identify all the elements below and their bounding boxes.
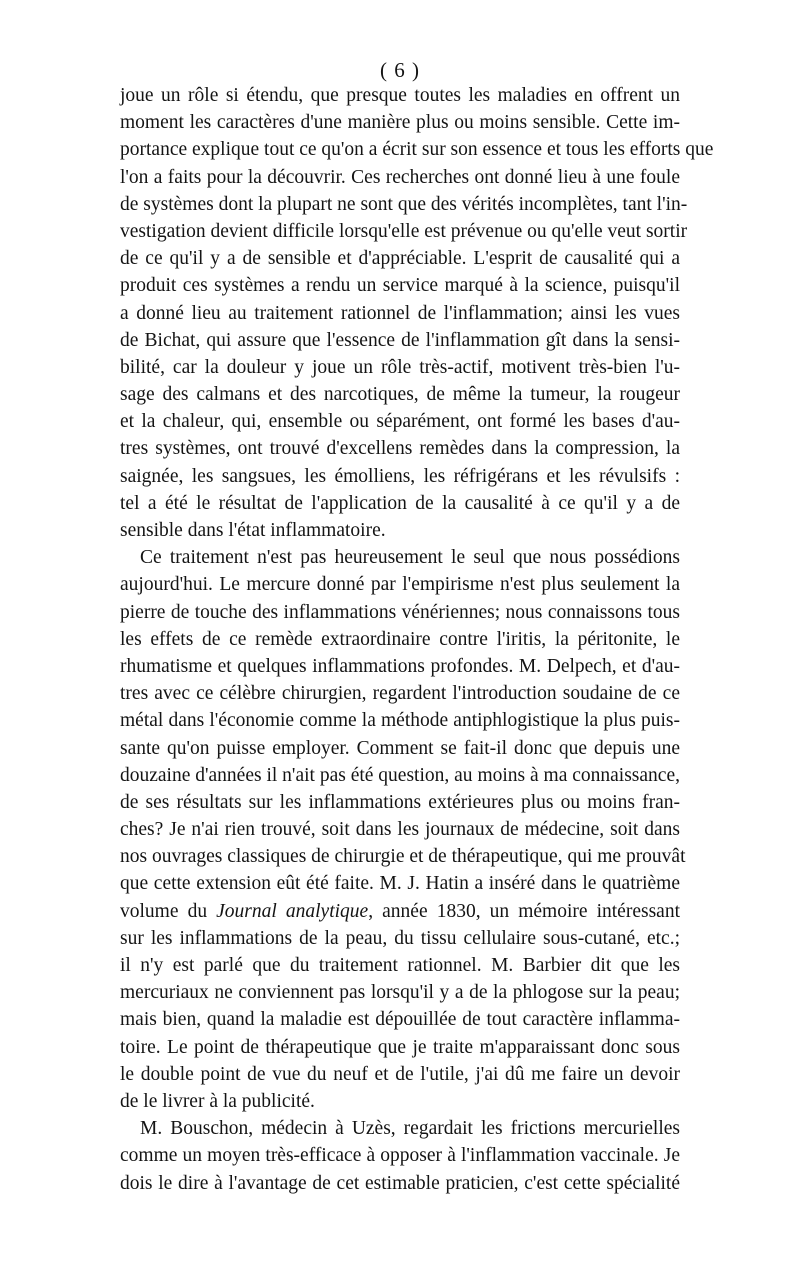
citation-suffix: , année 1830, un mémoire intéressant (368, 900, 680, 922)
text-line: douzaine d'années il n'ait pas été question, au moins à ma connaissance, (120, 764, 680, 786)
paragraph-1 (120, 82, 714, 544)
text-line: bilité, car la douleur y joue un rôle très-actif, motivent très-bien l'u- (120, 356, 680, 378)
text-line: sage des calmans et des narcotiques, de même la tumeur, la rougeur (120, 384, 680, 406)
text-line: mercuriaux ne conviennent pas lorsqu'il y a de la phlogose sur la peau; (120, 982, 680, 1004)
text-line: tres avec ce célèbre chirurgien, regardent l'introduction soudaine de ce (120, 683, 680, 705)
text-line: rhumatisme et quelques inflammations profondes. M. Delpech, et d'au- (120, 655, 680, 677)
paragraph-3 (120, 1115, 680, 1197)
text-line: pierre de touche des inflammations vénériennes; nous connaissons tous (120, 601, 680, 623)
text-line: nos ouvrages classiques de chirurgie et de thérapeutique, qui me prouvât (120, 846, 686, 868)
text-line: comme un moyen très-efficace à opposer à l'inflammation vaccinale. Je (120, 1145, 680, 1167)
text-line: moment les caractères d'une manière plus ou moins sensible. Cette im- (120, 112, 680, 134)
text-line: métal dans l'économie comme la méthode antiphlogistique la plus puis- (120, 710, 680, 732)
text-line: vestigation devient difficile lorsqu'elle est prévenue ou qu'elle veut sortir (120, 220, 688, 242)
text-line: sensible dans l'état inflammatoire. (120, 520, 386, 541)
text-line: et la chaleur, qui, ensemble ou séparément, ont formé les bases d'au- (120, 411, 680, 433)
paragraph-2 (120, 544, 686, 1115)
text-line: saignée, les sangsues, les émolliens, les réfrigérans et les révulsifs : (120, 465, 680, 487)
text-line: mais bien, quand la maladie est dépouillée de tout caractère inflamma- (120, 1009, 680, 1031)
text-line: sante qu'on puisse employer. Comment se fait-il donc que depuis une (120, 737, 680, 759)
text-line: M. Bouschon, médecin à Uzès, regardait les frictions mercurielles (140, 1118, 680, 1140)
text-line: sur les inflammations de la peau, du tissu cellulaire sous-cutané, etc.; (120, 927, 680, 949)
text-line: aujourd'hui. Le mercure donné par l'empirisme n'est plus seulement la (120, 574, 680, 596)
text-line: tres systèmes, ont trouvé d'excellens remèdes dans la compression, la (120, 438, 680, 460)
text-line: que cette extension eût été faite. M. J. Hatin a inséré dans le quatrième (120, 873, 680, 895)
text-line: a donné lieu au traitement rationnel de l'inflammation; ainsi les vues (120, 302, 680, 324)
text-line: de le livrer à la publicité. (120, 1090, 315, 1112)
text-line: de Bichat, qui assure que l'essence de l'inflammation gît dans la sensi- (120, 329, 680, 351)
text-line: de systèmes dont la plupart ne sont que des vérités incomplètes, tant l'in- (120, 193, 688, 215)
text-line: joue un rôle si étendu, que presque toutes les maladies en offrent un (120, 85, 680, 106)
text-line: tel a été le résultat de l'application de la causalité à ce qu'il y a de (120, 492, 680, 514)
text-line: portance explique tout ce qu'on a écrit sur son essence et tous les efforts que (120, 139, 714, 161)
journal-citation-line (120, 898, 680, 925)
citation-prefix: volume du (120, 900, 217, 922)
journal-title: Journal analytique (216, 900, 369, 922)
text-line: les effets de ce remède extraordinaire contre l'iritis, la péritonite, le (120, 628, 680, 650)
page-number: ( 6 ) (380, 58, 420, 82)
text-line: Ce traitement n'est pas heureusement le seul que nous possédions (140, 547, 680, 569)
text-line: il n'y est parlé que du traitement rationnel. M. Barbier dit que les (120, 955, 680, 976)
body-text (120, 82, 714, 1197)
text-line: le double point de vue du neuf et de l'utile, j'ai dû me faire un devoir (120, 1063, 680, 1085)
text-line: toire. Le point de thérapeutique que je traite m'apparaissant donc sous (120, 1036, 680, 1058)
text-line: l'on a faits pour la découvrir. Ces recherches ont donné lieu à une foule (120, 166, 680, 188)
text-line: de ce qu'il y a de sensible et d'appréciable. L'esprit de causalité qui a (120, 248, 680, 270)
text-line: dois le dire à l'avantage de cet estimable praticien, c'est cette spécialité (120, 1172, 680, 1194)
text-line: produit ces systèmes a rendu un service marqué à la science, puisqu'il (120, 275, 680, 297)
text-line: de ses résultats sur les inflammations extérieures plus ou moins fran- (120, 791, 680, 813)
text-line: ches? Je n'ai rien trouvé, soit dans les journaux de médecine, soit dans (120, 819, 680, 841)
